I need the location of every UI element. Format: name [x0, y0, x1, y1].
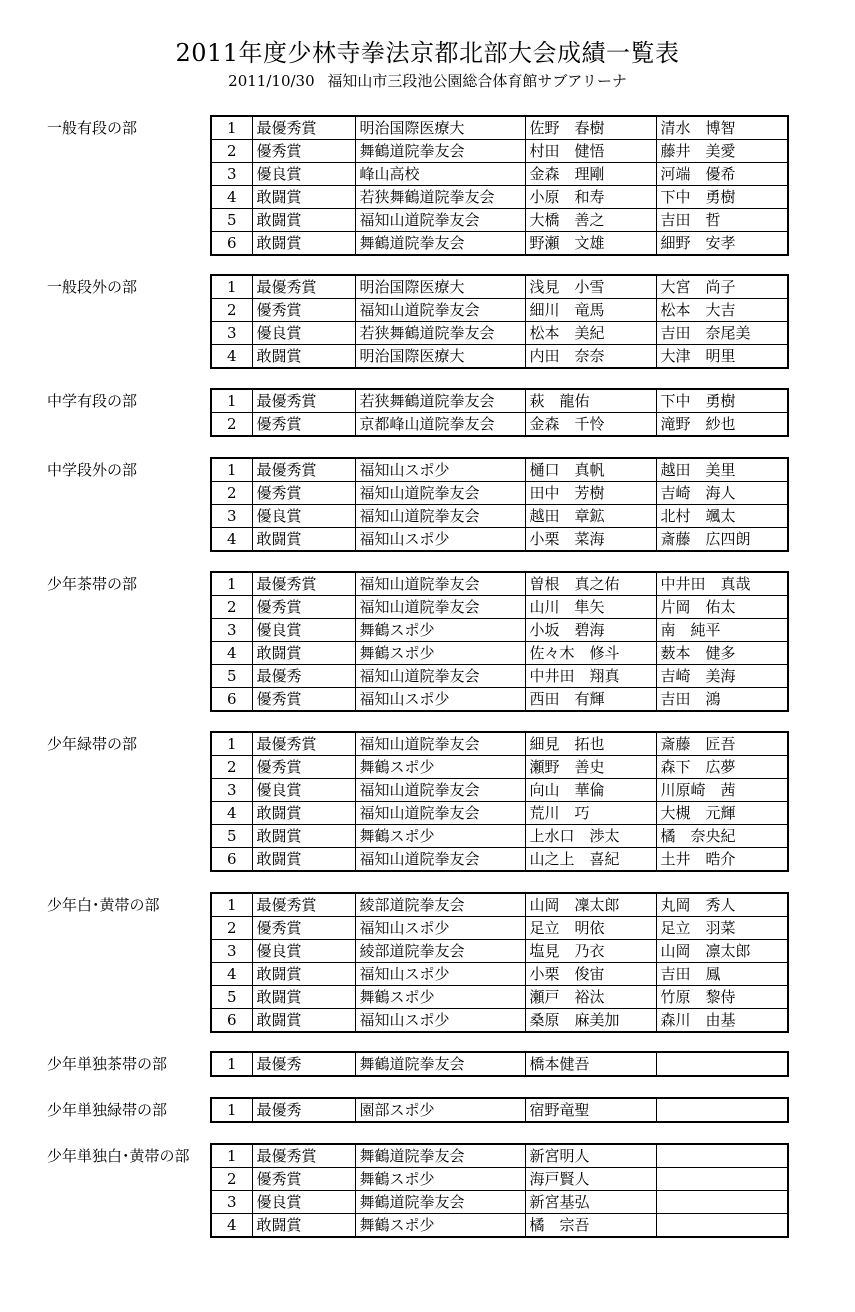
club-cell: 明治国際医療大 [355, 345, 525, 369]
member2-cell [656, 1214, 788, 1238]
member2-cell: 斎藤 広四朗 [656, 528, 788, 552]
member1-cell: 野瀬 文雄 [525, 232, 656, 256]
member1-cell: 内田 奈奈 [525, 345, 656, 369]
award-cell: 敢闘賞 [252, 802, 355, 825]
rank-cell: 6 [211, 1009, 252, 1033]
club-cell: 福知山道院拳友会 [355, 572, 525, 596]
rank-cell: 3 [211, 940, 252, 963]
table-row [211, 209, 788, 232]
member2-cell: 南 純平 [656, 619, 788, 642]
member2-cell [656, 1098, 788, 1122]
member1-cell: 海戸賢人 [525, 1168, 656, 1191]
results-table [210, 1143, 789, 1238]
club-cell: 福知山道院拳友会 [355, 596, 525, 619]
rank-cell: 2 [211, 1168, 252, 1191]
table-row [211, 482, 788, 505]
rank-cell: 6 [211, 848, 252, 872]
award-cell: 敢闘賞 [252, 209, 355, 232]
table-row [211, 163, 788, 186]
table-row [211, 1214, 788, 1238]
award-cell: 優秀賞 [252, 299, 355, 322]
rank-cell: 1 [211, 893, 252, 917]
member2-cell: 吉崎 美海 [656, 665, 788, 688]
page-title: 2011年度少林寺拳法京都北部大会成績一覧表 [175, 39, 680, 67]
member2-cell: 片岡 佑太 [656, 596, 788, 619]
section-label: 少年白･黄帯の部 [47, 896, 160, 914]
member1-cell: 新宮明人 [525, 1144, 656, 1168]
member1-cell: 足立 明依 [525, 917, 656, 940]
table-row [211, 275, 788, 299]
award-cell: 最優秀賞 [252, 893, 355, 917]
member2-cell: 吉崎 海人 [656, 482, 788, 505]
rank-cell: 1 [211, 275, 252, 299]
award-cell: 優良賞 [252, 505, 355, 528]
member2-cell: 越田 美里 [656, 458, 788, 482]
member1-cell: 山川 隼矢 [525, 596, 656, 619]
member1-cell: 萩 龍佑 [525, 389, 656, 413]
award-cell: 最優秀 [252, 1052, 355, 1076]
member2-cell: 森下 広夢 [656, 756, 788, 779]
rank-cell: 4 [211, 802, 252, 825]
club-cell: 明治国際医療大 [355, 275, 525, 299]
results-table [210, 1051, 789, 1077]
club-cell: 舞鶴スポ少 [355, 1214, 525, 1238]
rank-cell: 3 [211, 779, 252, 802]
table-row [211, 1144, 788, 1168]
table-row [211, 642, 788, 665]
award-cell: 優秀賞 [252, 756, 355, 779]
table-row [211, 1009, 788, 1033]
club-cell: 福知山スポ少 [355, 963, 525, 986]
club-cell: 福知山スポ少 [355, 688, 525, 712]
member2-cell: 吉田 鴻 [656, 688, 788, 712]
rank-cell: 2 [211, 482, 252, 505]
member2-cell [656, 1144, 788, 1168]
member2-cell: 大津 明里 [656, 345, 788, 369]
member1-cell: 小栗 菜海 [525, 528, 656, 552]
club-cell: 舞鶴道院拳友会 [355, 1144, 525, 1168]
club-cell: 若狭舞鶴道院拳友会 [355, 186, 525, 209]
table-row [211, 505, 788, 528]
award-cell: 敢闘賞 [252, 986, 355, 1009]
member1-cell: 桑原 麻美加 [525, 1009, 656, 1033]
club-cell: 福知山スポ少 [355, 528, 525, 552]
award-cell: 敢闘賞 [252, 528, 355, 552]
table-row [211, 596, 788, 619]
award-cell: 敢闘賞 [252, 848, 355, 872]
member2-cell: 滝野 紗也 [656, 413, 788, 437]
club-cell: 福知山道院拳友会 [355, 482, 525, 505]
member2-cell: 橘 奈央紀 [656, 825, 788, 848]
member1-cell: 佐野 春樹 [525, 116, 656, 140]
member2-cell: 川原崎 茜 [656, 779, 788, 802]
award-cell: 敢闘賞 [252, 963, 355, 986]
member2-cell: 藤井 美愛 [656, 140, 788, 163]
award-cell: 最優秀賞 [252, 275, 355, 299]
award-cell: 優良賞 [252, 779, 355, 802]
rank-cell: 3 [211, 505, 252, 528]
club-cell: 福知山道院拳友会 [355, 732, 525, 756]
table-row [211, 986, 788, 1009]
table-row [211, 665, 788, 688]
section-label: 少年単独緑帯の部 [47, 1101, 168, 1119]
award-cell: 最優秀賞 [252, 389, 355, 413]
rank-cell: 1 [211, 458, 252, 482]
rank-cell: 1 [211, 1052, 252, 1076]
member1-cell: 金森 千怜 [525, 413, 656, 437]
award-cell: 敢闘賞 [252, 345, 355, 369]
award-cell: 敢闘賞 [252, 642, 355, 665]
table-row [211, 1191, 788, 1214]
results-table [210, 274, 789, 369]
table-row [211, 825, 788, 848]
member1-cell: 金森 理剛 [525, 163, 656, 186]
member1-cell: 山岡 凜太郎 [525, 893, 656, 917]
club-cell: 舞鶴道院拳友会 [355, 1052, 525, 1076]
table-row [211, 389, 788, 413]
member2-cell: 吉田 奈尾美 [656, 322, 788, 345]
section-label: 中学段外の部 [47, 461, 138, 479]
award-cell: 敢闘賞 [252, 1214, 355, 1238]
event-date: 2011/10/30 [228, 72, 315, 90]
club-cell: 舞鶴道院拳友会 [355, 140, 525, 163]
rank-cell: 4 [211, 528, 252, 552]
rank-cell: 3 [211, 322, 252, 345]
section-label: 少年茶帯の部 [47, 575, 138, 593]
club-cell: 舞鶴道院拳友会 [355, 1191, 525, 1214]
member1-cell: 村田 健悟 [525, 140, 656, 163]
rank-cell: 6 [211, 688, 252, 712]
award-cell: 敢闘賞 [252, 825, 355, 848]
club-cell: 舞鶴道院拳友会 [355, 232, 525, 256]
member2-cell: 下中 勇樹 [656, 389, 788, 413]
award-cell: 優良賞 [252, 940, 355, 963]
member1-cell: 細見 拓也 [525, 732, 656, 756]
rank-cell: 2 [211, 756, 252, 779]
rank-cell: 5 [211, 209, 252, 232]
rank-cell: 5 [211, 825, 252, 848]
table-row [211, 940, 788, 963]
club-cell: 綾部道院拳友会 [355, 893, 525, 917]
club-cell: 福知山道院拳友会 [355, 665, 525, 688]
member1-cell: 佐々木 修斗 [525, 642, 656, 665]
member2-cell: 竹原 黎侍 [656, 986, 788, 1009]
section-label: 少年単独茶帯の部 [47, 1055, 168, 1073]
rank-cell: 2 [211, 917, 252, 940]
table-row [211, 688, 788, 712]
award-cell: 優秀賞 [252, 688, 355, 712]
table-row [211, 140, 788, 163]
member1-cell: 田中 芳樹 [525, 482, 656, 505]
results-table [210, 115, 789, 256]
member1-cell: 松本 美紀 [525, 322, 656, 345]
award-cell: 優秀賞 [252, 596, 355, 619]
member2-cell: 森川 由基 [656, 1009, 788, 1033]
rank-cell: 2 [211, 299, 252, 322]
award-cell: 優良賞 [252, 1191, 355, 1214]
member2-cell: 中井田 真哉 [656, 572, 788, 596]
section-label: 中学有段の部 [47, 392, 138, 410]
member1-cell: 宿野竜聖 [525, 1098, 656, 1122]
club-cell: 福知山道院拳友会 [355, 848, 525, 872]
member1-cell: 西田 有輝 [525, 688, 656, 712]
club-cell: 舞鶴スポ少 [355, 619, 525, 642]
table-row [211, 848, 788, 872]
event-venue: 福知山市三段池公園総合体育館サブアリーナ [327, 72, 627, 90]
award-cell: 優秀賞 [252, 1168, 355, 1191]
member1-cell: 小坂 碧海 [525, 619, 656, 642]
award-cell: 最優秀 [252, 665, 355, 688]
rank-cell: 4 [211, 963, 252, 986]
rank-cell: 4 [211, 345, 252, 369]
table-row [211, 756, 788, 779]
award-cell: 敢闘賞 [252, 186, 355, 209]
member2-cell: 北村 颯太 [656, 505, 788, 528]
member1-cell: 小栗 俊宙 [525, 963, 656, 986]
table-row [211, 186, 788, 209]
member2-cell: 足立 羽菜 [656, 917, 788, 940]
rank-cell: 4 [211, 186, 252, 209]
table-row [211, 572, 788, 596]
member1-cell: 浅見 小雪 [525, 275, 656, 299]
member1-cell: 橘 宗吾 [525, 1214, 656, 1238]
member1-cell: 新宮基弘 [525, 1191, 656, 1214]
club-cell: 園部スポ少 [355, 1098, 525, 1122]
table-row [211, 619, 788, 642]
club-cell: 舞鶴スポ少 [355, 986, 525, 1009]
section-label: 少年緑帯の部 [47, 735, 138, 753]
member2-cell: 吉田 鳳 [656, 963, 788, 986]
club-cell: 福知山道院拳友会 [355, 209, 525, 232]
member1-cell: 樋口 真帆 [525, 458, 656, 482]
award-cell: 最優秀 [252, 1098, 355, 1122]
rank-cell: 6 [211, 232, 252, 256]
event-info [0, 72, 855, 90]
award-cell: 優良賞 [252, 163, 355, 186]
member1-cell: 荒川 巧 [525, 802, 656, 825]
member2-cell: 河端 優希 [656, 163, 788, 186]
table-row [211, 893, 788, 917]
table-row [211, 413, 788, 437]
club-cell: 舞鶴スポ少 [355, 756, 525, 779]
member1-cell: 山之上 喜紀 [525, 848, 656, 872]
results-table [210, 731, 789, 872]
rank-cell: 2 [211, 140, 252, 163]
club-cell: 福知山道院拳友会 [355, 299, 525, 322]
results-table [210, 388, 789, 437]
club-cell: 京都峰山道院拳友会 [355, 413, 525, 437]
table-row [211, 116, 788, 140]
member2-cell: 大宮 尚子 [656, 275, 788, 299]
member1-cell: 塩見 乃衣 [525, 940, 656, 963]
member1-cell: 橋本健吾 [525, 1052, 656, 1076]
member2-cell: 吉田 哲 [656, 209, 788, 232]
table-row [211, 322, 788, 345]
rank-cell: 1 [211, 389, 252, 413]
results-table [210, 457, 789, 552]
table-row [211, 458, 788, 482]
table-row [211, 779, 788, 802]
member1-cell: 大橋 善之 [525, 209, 656, 232]
club-cell: 若狭舞鶴道院拳友会 [355, 389, 525, 413]
table-row [211, 963, 788, 986]
member2-cell: 丸岡 秀人 [656, 893, 788, 917]
results-table [210, 1097, 789, 1123]
award-cell: 最優秀賞 [252, 116, 355, 140]
award-cell: 敢闘賞 [252, 232, 355, 256]
member1-cell: 上水口 渉太 [525, 825, 656, 848]
club-cell: 舞鶴スポ少 [355, 642, 525, 665]
award-cell: 敢闘賞 [252, 1009, 355, 1033]
award-cell: 最優秀賞 [252, 572, 355, 596]
member2-cell: 斎藤 匠吾 [656, 732, 788, 756]
member1-cell: 瀬野 善史 [525, 756, 656, 779]
member1-cell: 小原 和寿 [525, 186, 656, 209]
member1-cell: 向山 華倫 [525, 779, 656, 802]
member2-cell: 清水 博智 [656, 116, 788, 140]
section-label: 一般段外の部 [47, 278, 138, 296]
member1-cell: 曽根 真之佑 [525, 572, 656, 596]
rank-cell: 1 [211, 116, 252, 140]
member2-cell: 薮本 健多 [656, 642, 788, 665]
club-cell: 福知山スポ少 [355, 458, 525, 482]
club-cell: 舞鶴スポ少 [355, 1168, 525, 1191]
club-cell: 福知山道院拳友会 [355, 779, 525, 802]
member2-cell [656, 1168, 788, 1191]
member1-cell: 細川 竜馬 [525, 299, 656, 322]
table-row [211, 732, 788, 756]
award-cell: 優良賞 [252, 619, 355, 642]
club-cell: 舞鶴スポ少 [355, 825, 525, 848]
rank-cell: 1 [211, 1144, 252, 1168]
member1-cell: 瀬戸 裕汰 [525, 986, 656, 1009]
rank-cell: 4 [211, 642, 252, 665]
member2-cell [656, 1052, 788, 1076]
award-cell: 最優秀賞 [252, 732, 355, 756]
award-cell: 最優秀賞 [252, 458, 355, 482]
club-cell: 福知山スポ少 [355, 917, 525, 940]
results-table [210, 571, 789, 712]
results-table [210, 892, 789, 1033]
table-row [211, 917, 788, 940]
member2-cell [656, 1191, 788, 1214]
section-label: 少年単独白･黄帯の部 [47, 1147, 190, 1165]
table-row [211, 802, 788, 825]
rank-cell: 2 [211, 596, 252, 619]
member2-cell: 下中 勇樹 [656, 186, 788, 209]
rank-cell: 3 [211, 619, 252, 642]
club-cell: 若狭舞鶴道院拳友会 [355, 322, 525, 345]
award-cell: 優秀賞 [252, 140, 355, 163]
club-cell: 福知山スポ少 [355, 1009, 525, 1033]
member1-cell: 中井田 翔真 [525, 665, 656, 688]
rank-cell: 1 [211, 732, 252, 756]
rank-cell: 2 [211, 413, 252, 437]
table-row [211, 299, 788, 322]
member2-cell: 大槻 元輝 [656, 802, 788, 825]
award-cell: 優良賞 [252, 322, 355, 345]
member1-cell: 越田 章鉱 [525, 505, 656, 528]
club-cell: 綾部道院拳友会 [355, 940, 525, 963]
table-row [211, 232, 788, 256]
section-label: 一般有段の部 [47, 119, 138, 137]
table-row [211, 528, 788, 552]
rank-cell: 4 [211, 1214, 252, 1238]
award-cell: 優秀賞 [252, 413, 355, 437]
member2-cell: 山岡 凛太郎 [656, 940, 788, 963]
rank-cell: 1 [211, 572, 252, 596]
table-row [211, 1168, 788, 1191]
member2-cell: 土井 晧介 [656, 848, 788, 872]
rank-cell: 5 [211, 986, 252, 1009]
club-cell: 福知山道院拳友会 [355, 802, 525, 825]
rank-cell: 1 [211, 1098, 252, 1122]
award-cell: 優秀賞 [252, 482, 355, 505]
award-cell: 優秀賞 [252, 917, 355, 940]
award-cell: 最優秀賞 [252, 1144, 355, 1168]
rank-cell: 5 [211, 665, 252, 688]
club-cell: 福知山道院拳友会 [355, 505, 525, 528]
club-cell: 明治国際医療大 [355, 116, 525, 140]
table-row [211, 345, 788, 369]
table-row [211, 1052, 788, 1076]
member2-cell: 細野 安孝 [656, 232, 788, 256]
rank-cell: 3 [211, 163, 252, 186]
table-row [211, 1098, 788, 1122]
rank-cell: 3 [211, 1191, 252, 1214]
club-cell: 峰山高校 [355, 163, 525, 186]
member2-cell: 松本 大吉 [656, 299, 788, 322]
